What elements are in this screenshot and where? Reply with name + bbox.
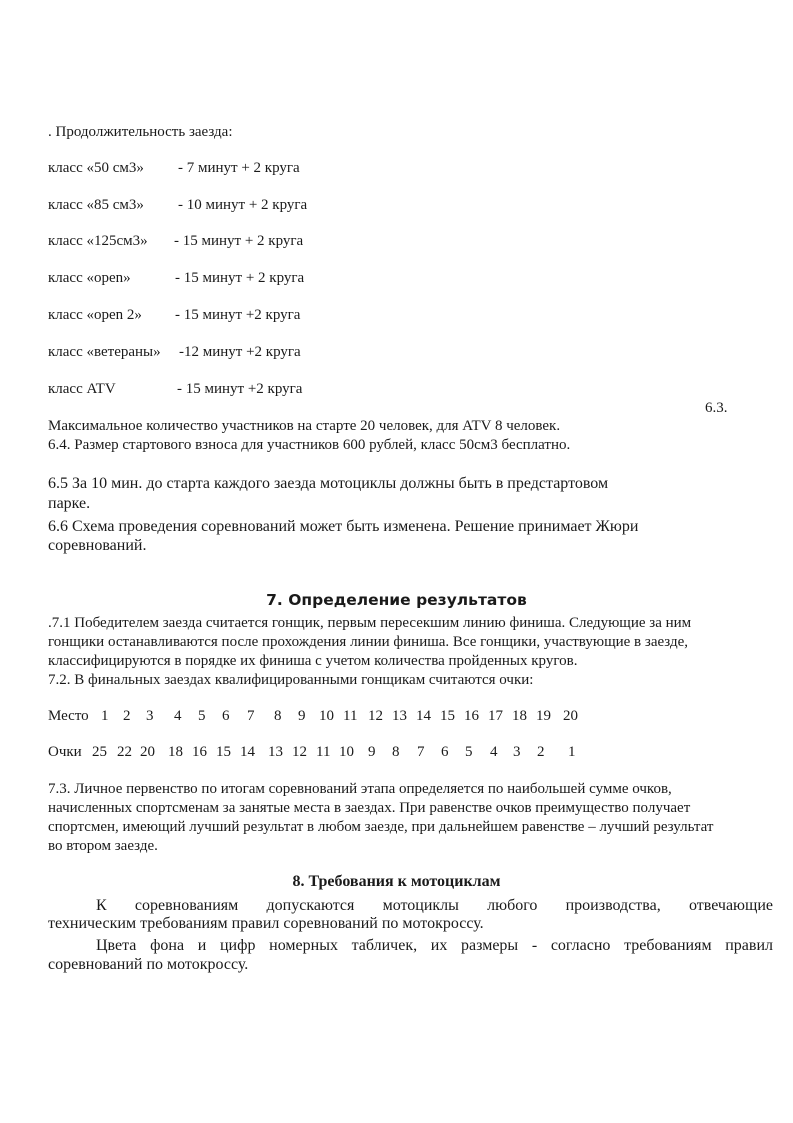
points-value: 22 [117, 744, 132, 760]
place-number: 20 [563, 708, 578, 724]
points-value: 20 [140, 744, 155, 760]
class-duration: -12 минут +2 круга [179, 344, 301, 360]
place-number: 7 [247, 708, 255, 724]
paragraph-7-3-line: начисленных спортсменам за занятые места в заездах. При равенстве очков преимущество получает [48, 800, 691, 816]
class-duration: - 15 минут +2 круга [175, 307, 301, 323]
class-duration: - 10 минут + 2 круга [178, 197, 308, 213]
class-duration: - 15 минут +2 круга [177, 381, 303, 397]
section-7-heading: 7. Определение результатов [266, 591, 527, 609]
paragraph-8-2-line2: соревнований по мотокроссу. [48, 956, 249, 973]
class-duration: - 7 минут + 2 круга [178, 160, 300, 176]
place-number: 11 [343, 708, 358, 724]
place-number: 3 [146, 708, 154, 724]
points-row [48, 744, 608, 764]
class-name: класс «50 см3» [48, 160, 144, 176]
class-name: класс «open» [48, 270, 131, 286]
class-name: класс «open 2» [48, 307, 142, 323]
paragraph-6-6-line1: 6.6 Схема проведения соревнований может быть изменена. Решение принимает Жюри [48, 518, 639, 535]
points-value: 15 [216, 744, 231, 760]
place-number: 13 [392, 708, 407, 724]
points-value: 8 [392, 744, 400, 760]
paragraph-7-2: 7.2. В финальных заездах квалифицированными гонщикам считаются очки: [48, 672, 534, 688]
paragraph-7-3-line: спортсмен, имеющий лучший результат в любом заезде, при дальнейшем равенстве – лучший результат [48, 819, 714, 835]
place-number: 16 [464, 708, 479, 724]
points-value: 3 [513, 744, 521, 760]
paragraph-6-4: 6.4. Размер стартового взноса для участников 600 рублей, класс 50см3 бесплатно. [48, 437, 571, 453]
duration-title: . Продолжительность заезда: [48, 124, 233, 140]
place-number: 4 [174, 708, 182, 724]
paragraph-7-1-line: .7.1 Победителем заезда считается гонщик, первым пересекшим линию финиша. Следующие за ним [48, 615, 692, 631]
paragraph-7-3-line: во втором заезде. [48, 838, 158, 854]
place-number: 8 [274, 708, 282, 724]
points-value: 7 [417, 744, 425, 760]
points-value: 18 [168, 744, 183, 760]
place-number: 15 [440, 708, 455, 724]
points-value: 6 [441, 744, 449, 760]
paragraph-8-1-line2: техническим требованиям правил соревнований по мотокроссу. [48, 915, 484, 932]
points-value: 2 [537, 744, 545, 760]
place-number: 19 [536, 708, 551, 724]
paragraph-6-5-line2: парке. [48, 495, 91, 512]
class-row [0, 233, 400, 251]
place-number: 10 [319, 708, 334, 724]
place-number: 6 [222, 708, 230, 724]
place-number: 2 [123, 708, 131, 724]
points-label: Очки [48, 744, 82, 760]
points-value: 11 [316, 744, 331, 760]
class-name: класс «ветераны» [48, 344, 161, 360]
paragraph-6-3-number: 6.3. [705, 400, 728, 416]
section-8-heading: 8. Требования к мотоциклам [292, 873, 501, 890]
place-number: 9 [298, 708, 306, 724]
class-row [0, 344, 400, 362]
place-number: 1 [101, 708, 109, 724]
points-value: 1 [568, 744, 576, 760]
points-value: 9 [368, 744, 376, 760]
class-row [0, 381, 400, 399]
class-duration: - 15 минут + 2 круга [175, 270, 305, 286]
class-row [0, 270, 400, 288]
paragraph-6-5-line1: 6.5 За 10 мин. до старта каждого заезда мотоциклы должны быть в предстартовом [48, 475, 609, 492]
class-row [0, 197, 400, 215]
place-number: 5 [198, 708, 206, 724]
class-row [0, 307, 400, 325]
paragraph-7-1-line: классифицируются в порядке их финиша с учетом количества пройденных кругов. [48, 653, 578, 669]
class-name: класс «125см3» [48, 233, 148, 249]
paragraph-7-3-line: 7.3. Личное первенство по итогам соревнований этапа определяется по наибольшей сумме очков, [48, 781, 672, 797]
points-value: 4 [490, 744, 498, 760]
points-value: 12 [292, 744, 307, 760]
points-value: 16 [192, 744, 207, 760]
paragraph-8-2-line1: Цвета фона и цифр номерных табличек, их размеры - согласно требованиям правил [96, 937, 773, 954]
points-value: 13 [268, 744, 283, 760]
points-value: 5 [465, 744, 473, 760]
class-name: класс «85 см3» [48, 197, 144, 213]
place-number: 12 [368, 708, 383, 724]
points-value: 14 [240, 744, 255, 760]
paragraph-8-1-line1: К соревнованиям допускаются мотоциклы любого производства, отвечающие [96, 897, 773, 914]
place-number: 14 [416, 708, 431, 724]
place-number: 18 [512, 708, 527, 724]
class-duration: - 15 минут + 2 круга [174, 233, 304, 249]
points-value: 25 [92, 744, 107, 760]
places-row [48, 708, 608, 728]
places-label: Место [48, 708, 89, 724]
class-name: класс ATV [48, 381, 116, 397]
paragraph-6-6-line2: соревнований. [48, 537, 147, 554]
class-row [0, 160, 400, 178]
place-number: 17 [488, 708, 503, 724]
paragraph-7-1-line: гонщики останавливаются после прохождения линии финиша. Все гонщики, участвующие в заезде, [48, 634, 689, 650]
paragraph-6-3: Максимальное количество участников на старте 20 человек, для ATV 8 человек. [48, 418, 561, 434]
points-value: 10 [339, 744, 354, 760]
